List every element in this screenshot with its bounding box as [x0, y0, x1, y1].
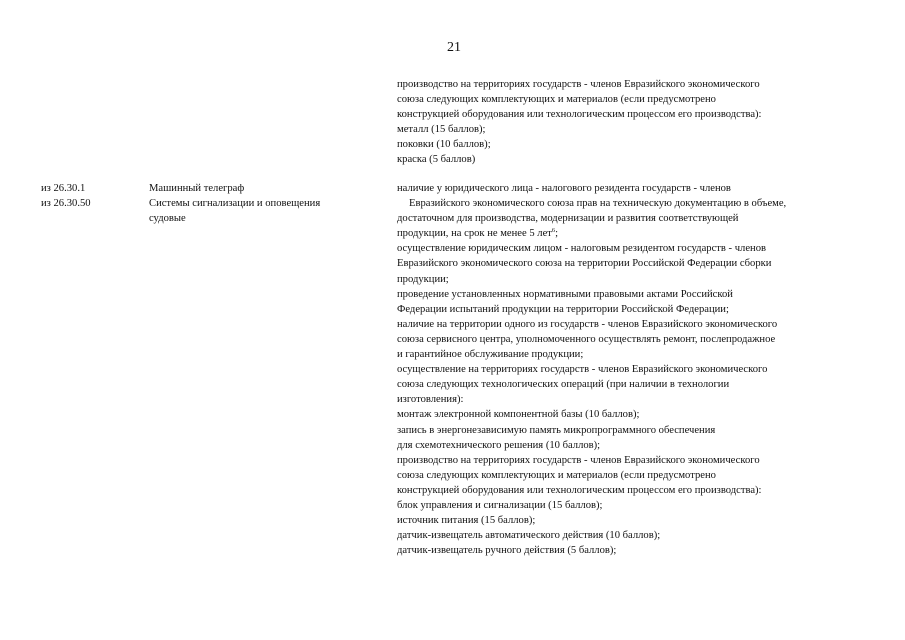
text-line: наличие на территории одного из государств - членов Евразийского экономического — [397, 318, 778, 330]
product-name — [149, 181, 379, 226]
text-line: металл (15 баллов); — [397, 124, 486, 136]
product-name-line: Системы сигнализации и оповещения — [149, 198, 321, 210]
top-requirements-block — [397, 77, 897, 168]
text-line: союза следующих технологических операций (при наличии в технологии — [397, 379, 730, 391]
text-line: осуществление на территориях государств - членов Евразийского экономического — [397, 364, 768, 376]
product-name-line: Машинный телеграф — [149, 183, 245, 194]
text-line: Федерации испытаний продукции на территории Российской Федерации; — [397, 303, 729, 315]
text-line: запись в энергонезависимую память микропрограммного обеспечения — [397, 424, 716, 436]
text-line: датчик-извещатель автоматического действия (10 баллов); — [397, 530, 661, 542]
text-line: Евразийского экономического союза прав на техническую документацию в объеме, — [409, 198, 787, 210]
text-line: Евразийского экономического союза на территории Российской Федерации сборки — [397, 258, 772, 270]
text-line: краска (5 баллов) — [397, 154, 476, 166]
text-line: датчик-извещатель ручного действия (5 баллов); — [397, 545, 617, 557]
text-line: источник питания (15 баллов); — [397, 515, 536, 527]
text-line: проведение установленных нормативными правовыми актами Российской — [397, 288, 733, 300]
text-line: производство на территориях государств - членов Евразийского экономического — [397, 454, 760, 466]
text-line: и гарантийное обслуживание продукции; — [397, 349, 584, 361]
text-line: производство на территориях государств - членов Евразийского экономического — [397, 79, 760, 90]
text-line: достаточном для производства, модернизации и развития соответствующей — [397, 213, 739, 225]
product-code: из 26.30.50 — [41, 198, 91, 209]
text-line: союза следующих комплектующих и материалов (если предусмотрено — [397, 94, 716, 106]
text-line: монтаж электронной компонентной базы (10 баллов); — [397, 409, 640, 421]
product-code: из 26.30.1 — [41, 183, 86, 194]
text-line: конструкцией оборудования или технологическим процессом его производства): — [397, 484, 762, 496]
text-line — [397, 226, 897, 241]
text-line-tail: ; — [555, 228, 559, 240]
page-number: 21 — [447, 40, 461, 55]
footnote-ref: 6 — [551, 227, 556, 235]
text-line: продукции; — [397, 273, 449, 285]
text-line-body: продукции, на срок не менее 5 лет — [397, 228, 552, 240]
product-name-line: судовые — [149, 213, 186, 225]
text-line: осуществление юридическим лицом - налоговым резидентом государств - членов — [397, 243, 767, 255]
text-line: изготовления): — [397, 394, 464, 406]
requirements-block — [397, 181, 897, 558]
text-line: блок управления и сигнализации (15 баллов); — [397, 499, 603, 511]
text-line: наличие у юридического лица - налогового резидента государств - членов — [397, 183, 731, 194]
text-line: союза сервисного центра, уполномоченного осуществлять ремонт, послепродажное — [397, 333, 776, 345]
text-line: поковки (10 баллов); — [397, 139, 491, 151]
text-line: для схемотехнического решения (10 баллов); — [397, 439, 601, 451]
text-line: конструкцией оборудования или технологическим процессом его производства): — [397, 109, 762, 121]
text-line: союза следующих комплектующих и материалов (если предусмотрено — [397, 469, 716, 481]
